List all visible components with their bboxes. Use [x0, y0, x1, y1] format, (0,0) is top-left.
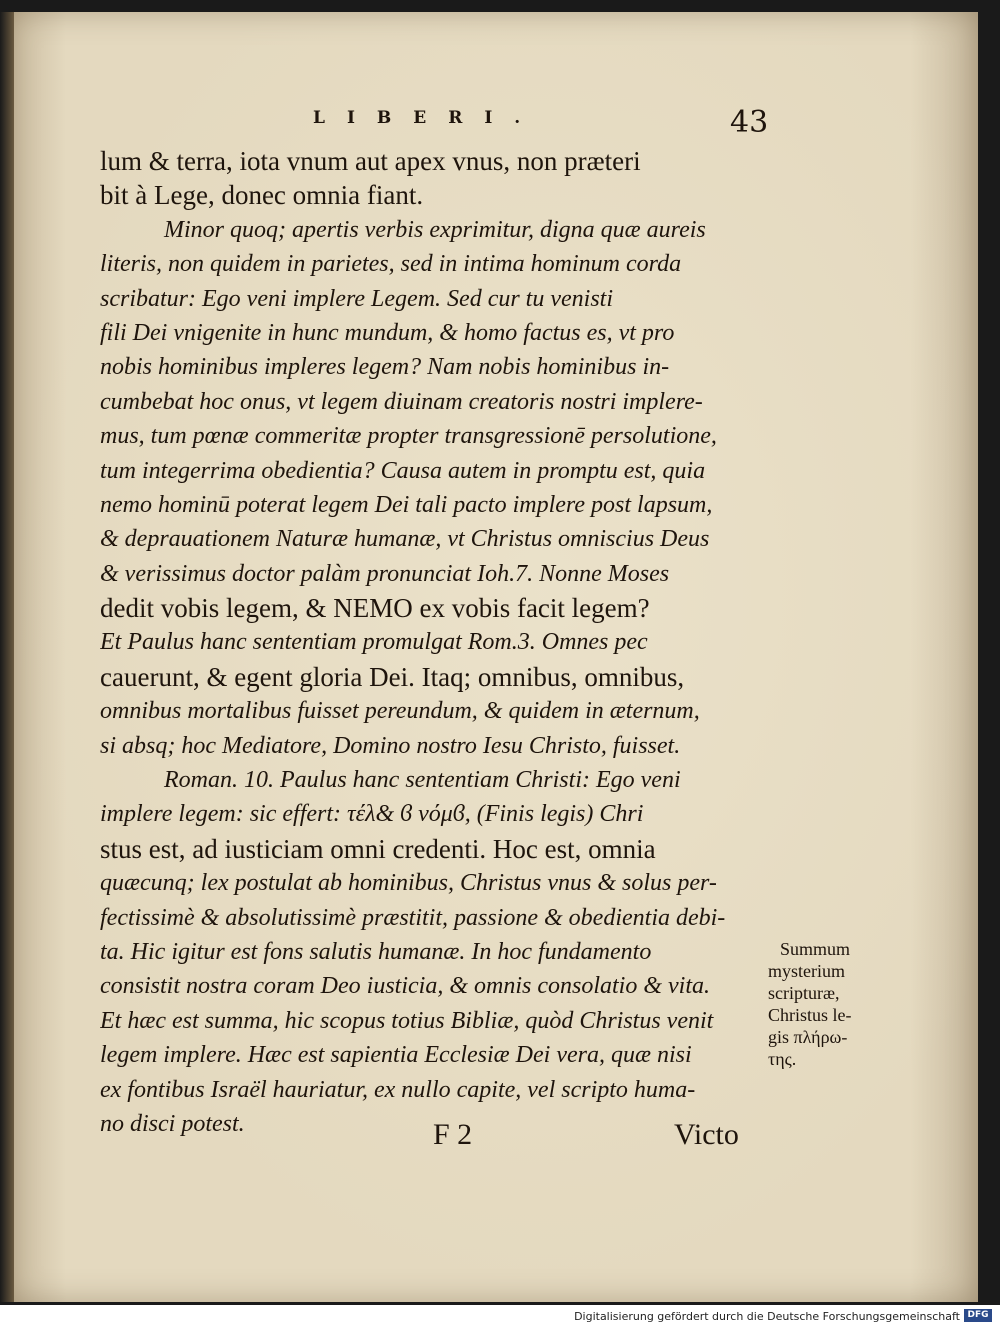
- text-line: bit à Lege, donec omnia fiant.: [100, 180, 424, 211]
- text-line: quæcunq; lex postulat ab hominibus, Christus vnus & solus per-: [100, 870, 717, 897]
- marginal-note-line: mysterium: [768, 961, 845, 981]
- signature-mark: F 2: [433, 1118, 473, 1151]
- marginal-note-line: Summum: [780, 939, 851, 959]
- text-line: fectissimè & absolutissimè præstitit, passione & obedientia debi-: [100, 904, 726, 931]
- text-line: literis, non quidem in parietes, sed in intima hominum corda: [100, 251, 682, 278]
- marginal-note-line: Christus le-: [768, 1005, 852, 1025]
- text-line: omnibus mortalibus fuisset pereundum, & quidem in æternum,: [100, 698, 700, 725]
- digitization-credit: Digitalisierung gefördert durch die Deutsche Forschungsgemeinschaft: [574, 1310, 960, 1323]
- page-number: 43: [730, 105, 769, 140]
- text-line: & deprauationem Naturæ humanæ, vt Christus omniscius Deus: [100, 526, 710, 553]
- text-line: cauerunt, & egent gloria Dei. Itaq; omnibus, omnibus,: [100, 661, 685, 692]
- dfg-logo: DFG: [964, 1309, 992, 1322]
- text-line: consistit nostra coram Deo iusticia, & omnis consolatio & vita.: [100, 973, 710, 1000]
- running-head: LIBERI.: [313, 108, 543, 128]
- text-line: lum & terra, iota vnum aut apex vnus, non præteri: [100, 146, 641, 176]
- marginal-note-line: gis πλήρω-: [768, 1027, 848, 1047]
- text-line: cumbebat hoc onus, vt legem diuinam creatoris nostri implere-: [100, 388, 703, 415]
- text-line: tum integerrima obedientia? Causa autem in promptu est, quia: [100, 457, 706, 484]
- book-page: [8, 12, 978, 1302]
- marginal-note: [768, 938, 888, 1070]
- text-line: stus est, ad iusticiam omni credenti. Hoc est, omnia: [100, 833, 656, 864]
- text-line: ta. Hic igitur est fons salutis humanæ. In hoc fundamento: [100, 938, 652, 965]
- text-line: legem implere. Hæc est sapientia Ecclesiæ Dei vera, quæ nisi: [100, 1042, 692, 1069]
- text-line: & verissimus doctor palàm pronunciat Ioh.7. Nonne Moses: [100, 560, 670, 587]
- marginal-note-line: της.: [768, 1049, 797, 1069]
- text-line: Et hæc est summa, hic scopus totius Bibliæ, quòd Christus venit: [100, 1007, 714, 1034]
- text-line: si absq; hoc Mediatore, Domino nostro Iesu Christo, fuisset.: [100, 732, 681, 759]
- text-line: implere legem: sic effert: τέλ& ϐ νόμϐ, (Finis legis) Chri: [100, 801, 644, 828]
- text-line: nobis hominibus impleres legem? Nam nobis hominibus in-: [100, 354, 670, 381]
- marginal-note-line: scripturæ,: [768, 983, 840, 1003]
- text-line: Minor quoq; apertis verbis exprimitur, digna quæ aureis: [164, 216, 706, 243]
- text-line: dedit vobis legem, & NEMO ex vobis facit legem?: [100, 593, 650, 624]
- text-line: nemo hominū poterat legem Dei tali pacto implere post lapsum,: [100, 491, 713, 518]
- text-line: scribatur: Ego veni implere Legem. Sed cur tu venisti: [100, 285, 613, 312]
- main-text: [100, 144, 770, 1141]
- text-line: Roman. 10. Paulus hanc sententiam Christi: Ego veni: [164, 767, 681, 794]
- text-line: Et Paulus hanc sententiam promulgat Rom.3. Omnes pec: [100, 629, 648, 656]
- text-line: no disci potest.: [100, 1110, 245, 1137]
- text-line: ex fontibus Israël hauriatur, ex nullo capite, vel scripto huma-: [100, 1076, 696, 1103]
- catchword: Victo: [674, 1118, 739, 1151]
- text-line: mus, tum pœnæ commeritæ propter transgressionē persolutione,: [100, 423, 717, 450]
- text-line: fili Dei vnigenite in hunc mundum, & homo factus es, vt pro: [100, 319, 675, 346]
